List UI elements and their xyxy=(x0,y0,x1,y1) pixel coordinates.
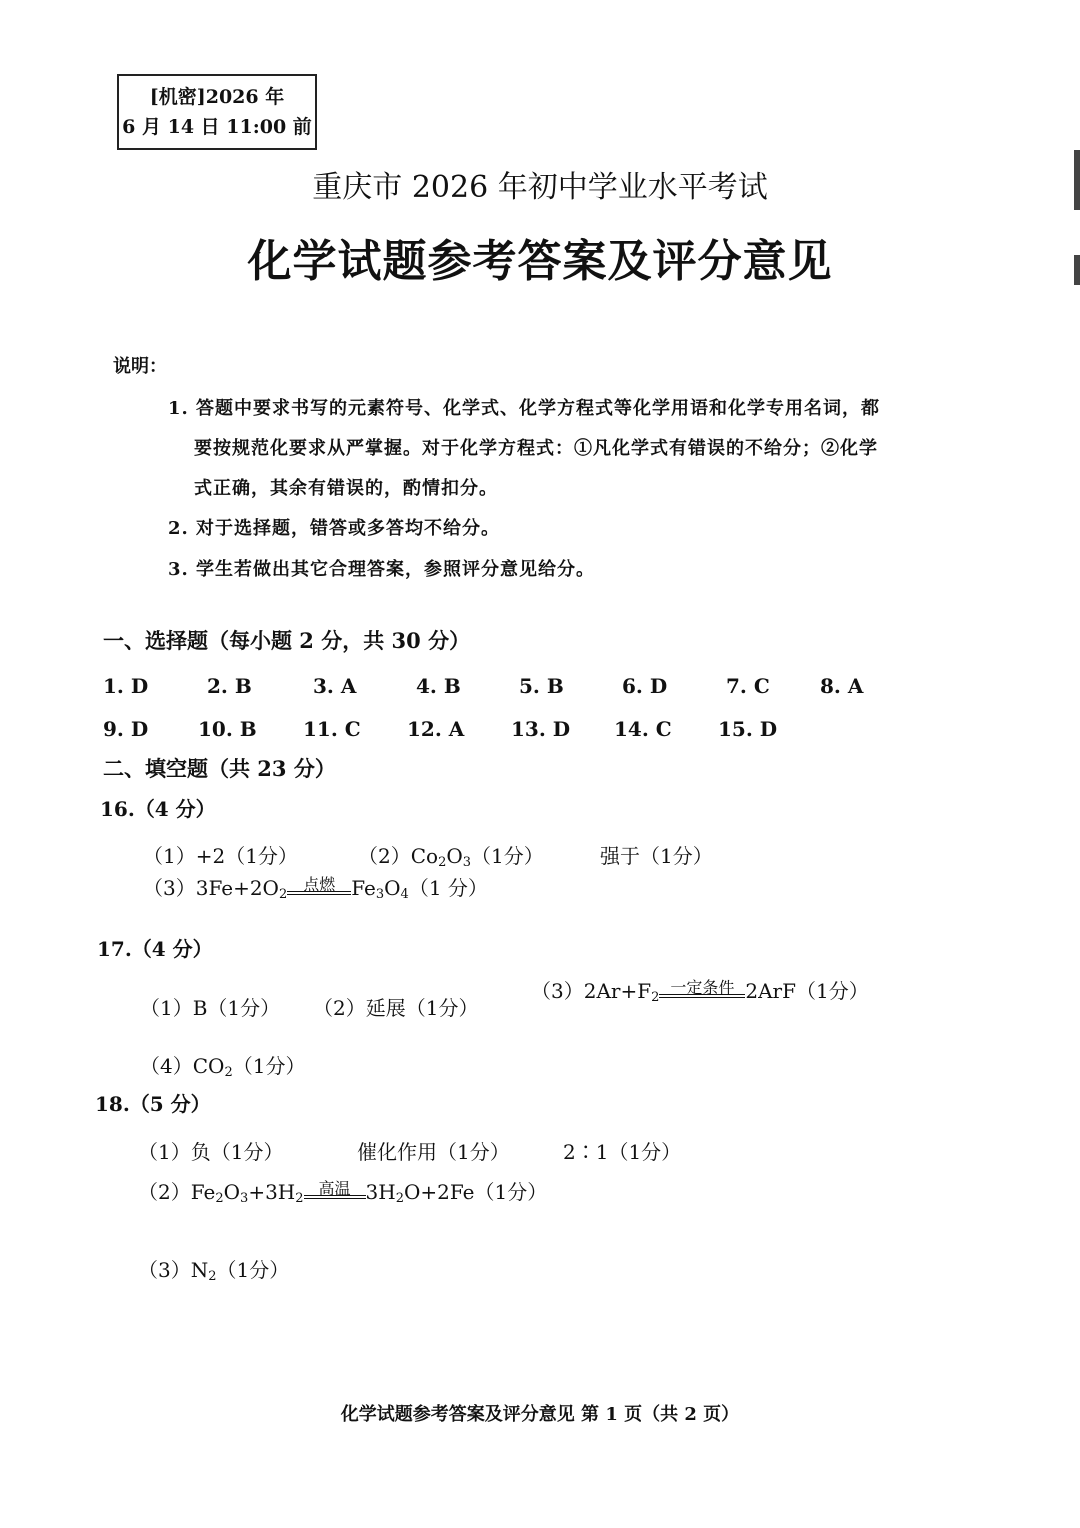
notes-heading: 说明： xyxy=(113,356,167,377)
scan-edge-mark xyxy=(1074,150,1080,210)
q17-equation: $(3)2Ar+F_2$ 一定条件 2ArF（1分） xyxy=(531,978,869,1005)
q17-answer-1: （1）B（1分） xyxy=(140,996,281,1020)
mc-answer: 4. B xyxy=(416,674,461,698)
scan-edge-mark xyxy=(1074,255,1080,285)
mc-answer: 14. C xyxy=(614,717,672,741)
mc-answer: 8. A xyxy=(820,674,864,698)
page-title: 化学试题参考答案及评分意见 xyxy=(247,236,833,287)
mc-answer: 2. B xyxy=(207,674,252,698)
q17-answer-2: （2）延展（1分） xyxy=(313,996,479,1020)
section-1-title: 一、选择题（每小题 2 分，共 30 分） xyxy=(103,628,471,653)
reaction-arrow: 高温 xyxy=(304,1181,366,1205)
q18-answer-3-part: $(3)N_2(1$分） xyxy=(138,1258,290,1284)
section-2-title: 二、填空题（共 23 分） xyxy=(103,756,336,781)
note-3: 3. 学生若做出其它合理答案，参照评分意见给分。 xyxy=(168,559,596,580)
q16-answer-1: （1）+2（1分） xyxy=(143,844,298,868)
mc-answer: 10. B xyxy=(198,717,257,741)
q18-answer-3: 2∶1（1分） xyxy=(563,1140,682,1164)
reaction-arrow: 点燃 xyxy=(287,877,351,901)
q16-equation: $(3)3Fe+2O_2$ 点燃 $Fe_3O_4(1$ 分） xyxy=(143,875,488,902)
mc-answer: 12. A xyxy=(407,717,465,741)
question-16-heading: 16.（4 分） xyxy=(100,797,216,821)
note-1-line-2: 要按规范化要求从严掌握。对于化学方程式：①凡化学式有错误的不给分；②化学 xyxy=(194,438,878,459)
mc-answer: 1. D xyxy=(103,674,149,698)
q18-answer-1: （1）负（1分） xyxy=(138,1140,284,1164)
q16-answer-3: 强于（1分） xyxy=(600,844,713,868)
confidential-box xyxy=(117,74,317,150)
question-18-heading: 18.（5 分） xyxy=(95,1092,211,1116)
q16-answer-2: $(2)Co_2O_3(1$分） xyxy=(358,844,544,870)
q17-answer-4: $(4)CO_2(1$分） xyxy=(140,1054,306,1080)
reaction-arrow: 一定条件 xyxy=(659,980,745,1004)
mc-answer: 9. D xyxy=(103,717,149,741)
note-1-line-1: 1. 答题中要求书写的元素符号、化学式、化学方程式等化学用语和化学专用名词，都 xyxy=(168,398,881,419)
mc-answer: 11. C xyxy=(303,717,361,741)
mc-answer: 15. D xyxy=(718,717,778,741)
confidential-line1: [机密]2026 年 xyxy=(149,86,285,108)
mc-answer: 7. C xyxy=(726,674,770,698)
note-1-line-3: 式正确，其余有错误的，酌情扣分。 xyxy=(194,478,498,499)
q18-answer-2: 催化作用（1分） xyxy=(357,1140,510,1164)
note-2: 2. 对于选择题，错答或多答均不给分。 xyxy=(168,518,501,539)
confidential-line2: 6 月 14 日 11:00 前 xyxy=(122,116,312,138)
q18-equation: $(2)Fe_2O_3+3H_2$ 高温 $3H_2O+2Fe(1$分） xyxy=(138,1179,548,1206)
mc-answer: 6. D xyxy=(622,674,668,698)
mc-answer: 13. D xyxy=(511,717,571,741)
question-17-heading: 17.（4 分） xyxy=(97,937,213,961)
exam-title: 重庆市 2026 年初中学业水平考试 xyxy=(312,170,768,205)
mc-answer: 5. B xyxy=(519,674,564,698)
mc-answer: 3. A xyxy=(313,674,357,698)
page-footer: 化学试题参考答案及评分意见 第 1 页（共 2 页） xyxy=(340,1404,740,1425)
